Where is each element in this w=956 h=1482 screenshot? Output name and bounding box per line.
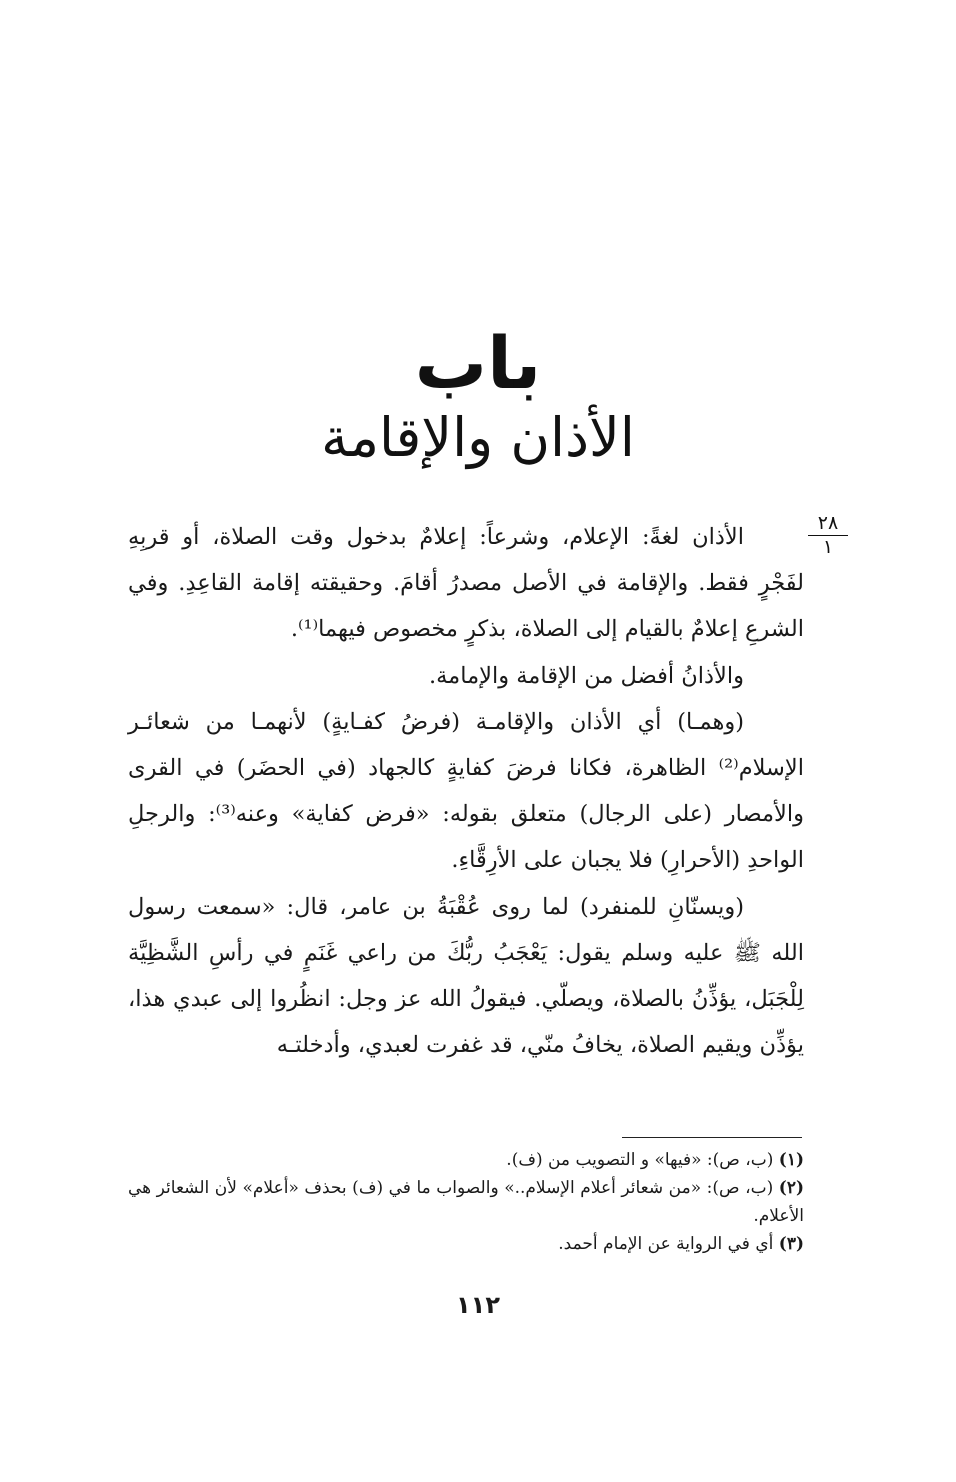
footnote-text: (ب، ص): «من شعائر أعلام الإسلام..» والصواب ما في (ف) بحذف «أعلام» لأن الشعائر هي الأعلام.	[128, 1178, 804, 1226]
page-number: ١١٢	[456, 1291, 500, 1319]
folio-number: ٢٨	[808, 512, 848, 536]
footnote-number: (٣)	[778, 1234, 804, 1254]
paragraph-definition: الأذان لغةً: الإعلام، وشرعاً: إعلامٌ بدخول وقت الصلاة، أو قربِهِ لفَجْرٍ فقط. والإقامة في الأصل مصدرُ أقامَ. وحقيقته إقامة القاعِدِ. وفي الشرعِ إعلامٌ بالقيام إلى الصلاة، بذكرٍ مخصوص فيهما⁽¹⁾.	[128, 524, 804, 643]
footnote-divider	[622, 1137, 802, 1138]
footnotes	[128, 1146, 804, 1258]
chapter-title: الأذان والإقامة	[321, 406, 635, 469]
footnote-text: (ب، ص): «فيها» و التصويب من (ف).	[506, 1150, 774, 1170]
footnote	[128, 1230, 804, 1258]
paragraph-virtue: والأذانُ أفضل من الإقامة والإمامة.	[428, 662, 744, 689]
footnote	[128, 1174, 804, 1230]
main-text	[128, 514, 804, 1068]
paragraph-ruling: (وهمـا) أي الأذان والإقامـة (فرضُ كفـايةٍ) لأنهمـا من شعائـر الإسلام⁽²⁾ الظاهرة، فكانا فرضَ كفايةٍ كالجهاد (في الحضَر) في القرى والأمصار (على الرجال) متعلق بقوله: «فرض كفاية» وعنه⁽³⁾: والرجلِ الواحدِ (الأحرارِ) فلا يجبان على الأرِقَّاءِ.	[128, 708, 804, 874]
footnote-text: أي في الرواية عن الإمام أحمد.	[558, 1234, 774, 1254]
footnote	[128, 1146, 804, 1174]
paragraph-evidence: (ويسنّانِ للمنفرد) لما روى عُقْبَةُ بن عامر، قال: «سمعت رسول الله ﷺ عليه وسلم يقول: يَعْجَبُ ربُّكَ من راعي غَنَمٍ في رأسِ الشَّظِيَّة لِلْجَبَل، يؤذِّنُ بالصلاة، ويصلّي. فيقولُ الله عز وجل: انظُروا إلى عبدي هذا، يؤذِّن ويقيم الصلاة، يخافُ منّي، قد غفرت لعبدي، وأدخلتـه	[128, 893, 804, 1059]
footnote-number: (٢)	[778, 1178, 804, 1198]
footnote-number: (١)	[778, 1150, 804, 1170]
manuscript-folio-reference	[808, 512, 848, 558]
folio-side: ١	[822, 536, 834, 558]
chapter-word: باب	[414, 321, 542, 405]
